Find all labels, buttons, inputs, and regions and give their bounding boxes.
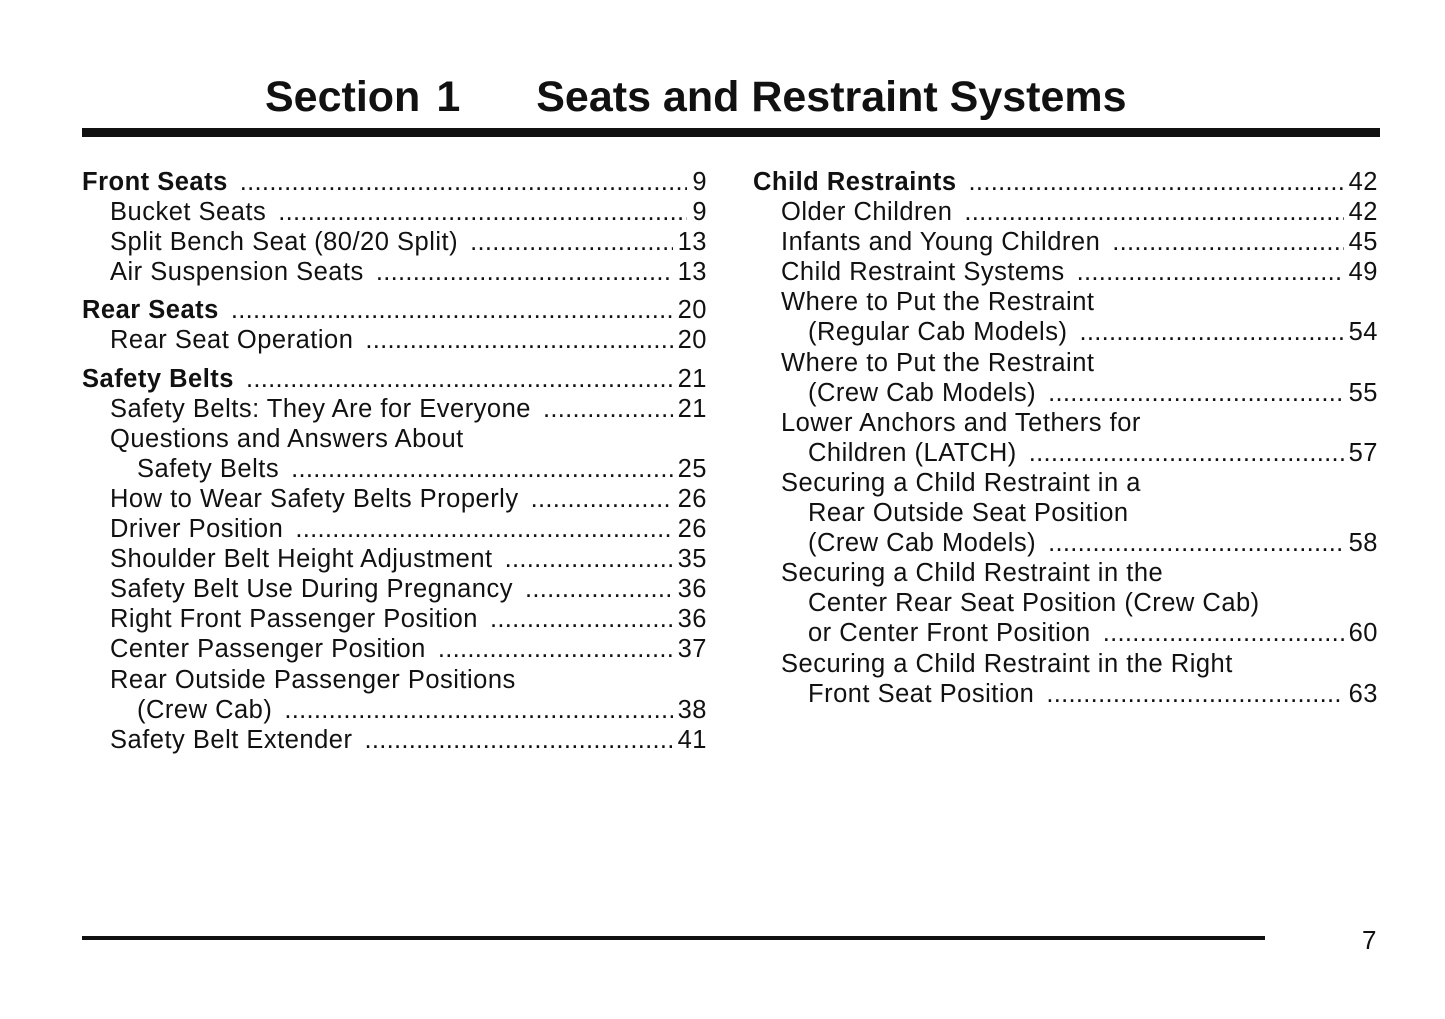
- toc-entry[interactable]: [753, 227, 1378, 257]
- toc-entry-continuation[interactable]: [82, 454, 707, 484]
- dot-leader: [969, 167, 1344, 197]
- dot-leader: [964, 197, 1343, 227]
- toc-page-number: 45: [1348, 228, 1378, 257]
- toc-entry[interactable]: [753, 468, 1378, 498]
- toc-page-number: 21: [677, 364, 707, 393]
- toc-entry-title: Rear Outside Seat Position: [808, 499, 1129, 528]
- toc-entry-title: Air Suspension Seats: [110, 258, 364, 287]
- toc-entry[interactable]: [82, 394, 707, 424]
- toc-entry[interactable]: [753, 197, 1378, 227]
- dot-leader: [1048, 378, 1343, 408]
- toc-entry[interactable]: [82, 544, 707, 574]
- toc-column-left: [82, 167, 707, 763]
- toc-entry-continuation[interactable]: [82, 695, 707, 725]
- toc-entry-title: Safety Belts: [82, 364, 234, 393]
- section-number: 1: [436, 73, 461, 121]
- toc-page-number: 26: [677, 484, 707, 513]
- dot-leader: [291, 454, 673, 484]
- toc-entry-title: Questions and Answers About: [110, 424, 464, 453]
- toc-entry[interactable]: [753, 649, 1378, 679]
- dot-leader: [1046, 679, 1343, 709]
- toc-entry-title: or Center Front Position: [808, 619, 1091, 648]
- toc-entry[interactable]: [82, 665, 707, 695]
- toc-entry-continuation[interactable]: [753, 588, 1378, 618]
- toc-page-number: 9: [692, 198, 707, 227]
- dot-leader: [364, 725, 672, 755]
- toc-entry-title: (Regular Cab Models): [808, 318, 1068, 347]
- toc-entry-title: Shoulder Belt Height Adjustment: [110, 545, 493, 574]
- toc-entry[interactable]: [82, 604, 707, 634]
- dot-leader: [1103, 618, 1344, 648]
- toc-section: [82, 364, 707, 755]
- toc-column-right: [753, 167, 1378, 717]
- toc-entry-title: Driver Position: [110, 515, 284, 544]
- toc-entry-title: (Crew Cab Models): [808, 378, 1037, 407]
- dot-leader: [278, 197, 687, 227]
- toc-entry-title: Securing a Child Restraint in the: [781, 559, 1164, 588]
- toc-page-number: 54: [1348, 318, 1378, 347]
- toc-page-number: 49: [1348, 258, 1378, 287]
- dot-leader: [1077, 257, 1344, 287]
- toc-page-number: 20: [677, 326, 707, 355]
- dot-leader: [438, 634, 673, 664]
- toc-entry-title: (Crew Cab): [137, 695, 273, 724]
- toc-entry-continuation[interactable]: [753, 618, 1378, 648]
- toc-entry-continuation[interactable]: [753, 679, 1378, 709]
- toc-entry-title: Securing a Child Restraint in the Right: [781, 649, 1233, 678]
- toc-section: [753, 167, 1378, 709]
- page-number: 7: [1362, 925, 1377, 955]
- toc-section-heading[interactable]: [82, 295, 707, 325]
- section-label: Section: [265, 73, 421, 121]
- toc-entry-continuation[interactable]: [753, 498, 1378, 528]
- toc-section-heading[interactable]: [82, 167, 707, 197]
- toc-section: [82, 167, 707, 287]
- header-rule: [82, 128, 1380, 137]
- toc-entry-title: How to Wear Safety Belts Properly: [110, 484, 519, 513]
- toc-entry-title: Child Restraint Systems: [781, 258, 1065, 287]
- dot-leader: [246, 364, 673, 394]
- toc-entry-title: Split Bench Seat (80/20 Split): [110, 228, 459, 257]
- toc-entry[interactable]: [753, 257, 1378, 287]
- toc-entry-continuation[interactable]: [753, 438, 1378, 468]
- dot-leader: [231, 295, 673, 325]
- toc-entry-title: Securing a Child Restraint in a: [781, 468, 1141, 497]
- dot-leader: [505, 544, 673, 574]
- section-title: Seats and Restraint Systems: [536, 73, 1127, 121]
- dot-leader: [490, 604, 673, 634]
- toc-entry-title: Infants and Young Children: [781, 228, 1101, 257]
- dot-leader: [1079, 317, 1343, 347]
- toc-page-number: 55: [1348, 378, 1378, 407]
- toc-entry[interactable]: [753, 287, 1378, 317]
- toc-entry[interactable]: [82, 634, 707, 664]
- toc-entry-title: Bucket Seats: [110, 198, 267, 227]
- toc-entry-continuation[interactable]: [753, 317, 1378, 347]
- toc-section-heading[interactable]: [753, 167, 1378, 197]
- toc-entry[interactable]: [82, 227, 707, 257]
- toc-entry-title: Center Passenger Position: [110, 635, 426, 664]
- toc-entry-title: Right Front Passenger Position: [110, 605, 478, 634]
- toc-entry-continuation[interactable]: [753, 528, 1378, 558]
- toc-entry-title: Safety Belt Extender: [110, 725, 353, 754]
- dot-leader: [543, 394, 673, 424]
- dot-leader: [525, 574, 673, 604]
- dot-leader: [531, 484, 673, 514]
- page-title: [265, 72, 1127, 122]
- toc-page-number: 36: [677, 605, 707, 634]
- toc-page-number: 41: [677, 725, 707, 754]
- toc-entry-title: Child Restraints: [753, 168, 957, 196]
- toc-page-number: 38: [677, 695, 707, 724]
- toc-page-number: 37: [677, 635, 707, 664]
- footer-rule: [82, 936, 1265, 940]
- toc-entry[interactable]: [82, 725, 707, 755]
- toc-page-number: 42: [1348, 168, 1378, 196]
- toc-entry[interactable]: [82, 424, 707, 454]
- dot-leader: [1112, 227, 1343, 257]
- toc-entry-title: Rear Seat Operation: [110, 326, 354, 355]
- toc-section-heading[interactable]: [82, 364, 707, 394]
- toc-entry-title: Safety Belt Use During Pregnancy: [110, 575, 513, 604]
- toc-page-number: 20: [677, 296, 707, 325]
- toc-page-number: 57: [1348, 438, 1378, 467]
- toc-page-number: 63: [1348, 679, 1378, 708]
- toc-entry[interactable]: [82, 484, 707, 514]
- toc-entry-title: Where to Put the Restraint: [781, 288, 1095, 317]
- toc-entry-title: Children (LATCH): [808, 438, 1017, 467]
- toc-entry[interactable]: [753, 408, 1378, 438]
- toc-entry[interactable]: [753, 558, 1378, 588]
- dot-leader: [1029, 438, 1344, 468]
- toc-entry[interactable]: [82, 197, 707, 227]
- toc-page-number: 21: [677, 394, 707, 423]
- dot-leader: [284, 695, 672, 725]
- toc-page-number: 25: [677, 454, 707, 483]
- toc-entry-title: Front Seats: [82, 168, 228, 196]
- toc-entry-continuation[interactable]: [753, 378, 1378, 408]
- toc-entry-title: Older Children: [781, 198, 953, 227]
- toc-page-number: 13: [677, 258, 707, 287]
- toc-entry[interactable]: [82, 514, 707, 544]
- toc-entry-title: Rear Seats: [82, 296, 219, 325]
- toc-entry-title: Front Seat Position: [808, 679, 1035, 708]
- toc-page-number: 9: [692, 168, 707, 196]
- toc-page-number: 42: [1348, 198, 1378, 227]
- toc-page-number: 13: [677, 228, 707, 257]
- toc-entry-title: Safety Belts: They Are for Everyone: [110, 394, 531, 423]
- dot-leader: [470, 227, 673, 257]
- toc-page-number: 36: [677, 575, 707, 604]
- toc-page-number: 58: [1348, 529, 1378, 558]
- dot-leader: [376, 257, 673, 287]
- dot-leader: [365, 325, 672, 355]
- toc-entry[interactable]: [753, 348, 1378, 378]
- toc-entry-title: Rear Outside Passenger Positions: [110, 665, 516, 694]
- dot-leader: [295, 514, 672, 544]
- toc-entry[interactable]: [82, 325, 707, 355]
- toc-entry[interactable]: [82, 257, 707, 287]
- toc-entry-title: (Crew Cab Models): [808, 529, 1037, 558]
- toc-page-number: 26: [677, 515, 707, 544]
- toc-entry-title: Safety Belts: [137, 454, 280, 483]
- toc-entry-title: Lower Anchors and Tethers for: [781, 408, 1141, 437]
- dot-leader: [1048, 528, 1343, 558]
- toc-entry-title: Center Rear Seat Position (Crew Cab): [808, 589, 1260, 618]
- toc-page-number: 60: [1348, 619, 1378, 648]
- toc-page-number: 35: [677, 545, 707, 574]
- toc-entry[interactable]: [82, 574, 707, 604]
- toc-entry-title: Where to Put the Restraint: [781, 348, 1095, 377]
- toc-section: [82, 295, 707, 355]
- dot-leader: [240, 167, 688, 197]
